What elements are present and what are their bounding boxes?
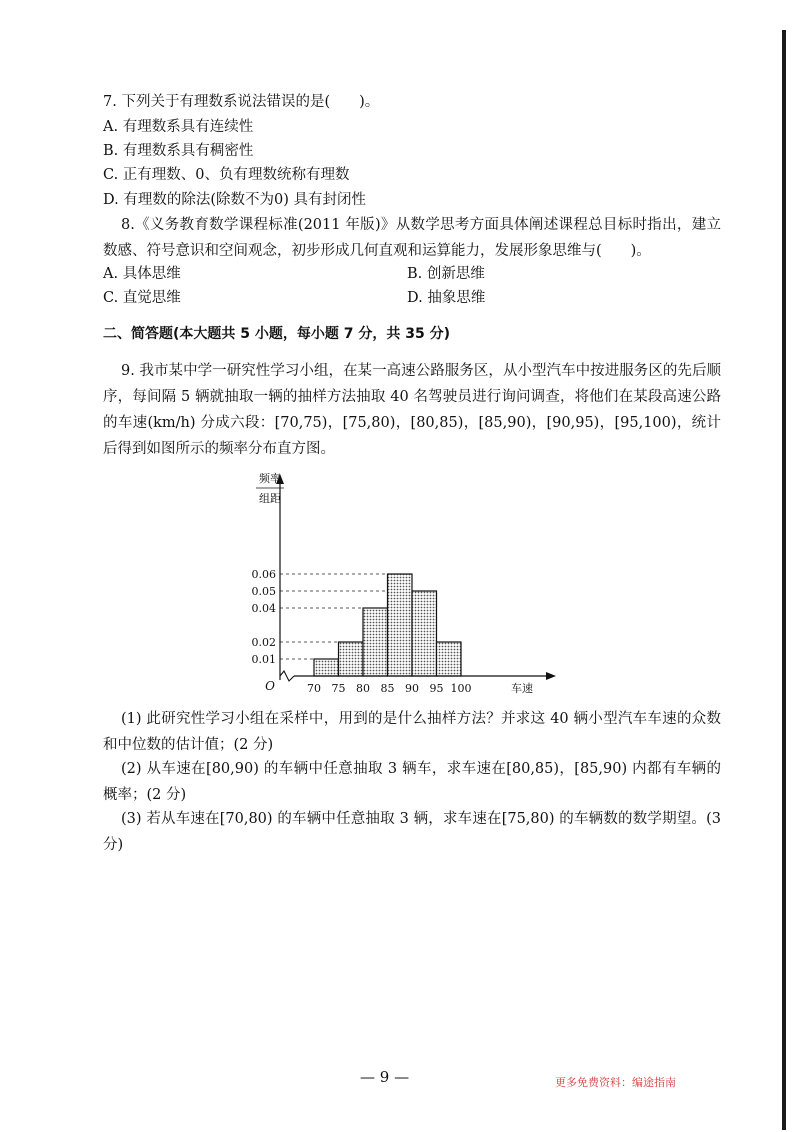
x-axis-arrow [546,672,556,680]
y-axis-label-bottom: 组距 [259,492,281,505]
q7-option-c: C. 正有理数、0、负有理数统称有理数 [103,167,350,183]
histogram-bar-70 [314,659,339,676]
q8-option-b: B. 创新思维 [407,266,485,282]
histogram-bar-80 [363,608,388,676]
axis-break-zigzag [280,671,294,681]
x-tick-label-85: 85 [380,682,395,695]
section-heading: 二、简答题(本大题共 5 小题，每小题 7 分，共 35 分) [103,326,451,342]
y-tick-label-0.06: 0.06 [251,568,276,581]
x-axis-label: 车速 [511,682,533,695]
frequency-histogram [240,468,570,698]
x-tick-label-75: 75 [331,682,346,695]
x-tick-label-70: 70 [307,682,321,695]
histogram-svg [240,468,570,698]
y-tick-label-0.04: 0.04 [251,602,276,615]
q8-option-c: C. 直觉思维 [103,290,181,306]
histogram-bar-75 [339,642,364,676]
histogram-bar-90 [412,591,437,676]
y-tick-label-0.05: 0.05 [251,585,276,598]
x-tick-label-80: 80 [356,682,370,695]
y-tick-label-0.02: 0.02 [251,636,276,649]
y-tick-label-0.01: 0.01 [251,653,276,666]
q8-option-a: A. 具体思维 [103,266,181,282]
q9-sub2: (2) 从车速在[80,90) 的车辆中任意抽取 3 辆车，求车速在[80,85)，[85,90) 内都有车辆的概率；(2 分) [103,761,721,803]
q7-stem: 7. 下列关于有理数系说法错误的是( )。 [103,94,380,110]
histogram-bar-95 [437,642,462,676]
q9-text: 9. 我市某中学一研究性学习小组，在某一高速公路服务区，从小型汽车中按进服务区的先后顺序，每间隔 5 辆就抽取一辆的抽样方法抽取 40 名驾驶员进行询问调查，将他们在某段高速公路的车速(km/h) 分成六段：[70,75)，[75,80)，[80,85)，[85,90)，[90,95)，[95,100)，统计后得到如图所示的频率分布直方图。 [103,363,721,457]
histogram-bar-85 [388,574,413,676]
q7-option-b: B. 有理数系具有稠密性 [103,143,254,159]
footer-note: 更多免费资料：编途指南 [555,1076,676,1089]
page-edge-line [782,30,786,1130]
q9-sub1: (1) 此研究性学习小组在采样中，用到的是什么抽样方法？并求这 40 辆小型汽车车速的众数和中位数的估计值；(2 分) [103,711,721,753]
x-tick-label-100: 100 [450,682,472,695]
y-axis-label-top: 频率 [259,472,281,485]
q7-option-a: A. 有理数系具有连续性 [103,119,254,135]
x-tick-label-95: 95 [429,682,444,695]
page-number: — 9 — [360,1068,410,1086]
q9-sub3: (3) 若从车速在[70,80) 的车辆中任意抽取 3 辆，求车速在[75,80) 的车辆数的数学期望。(3 分) [103,811,721,853]
x-tick-label-90: 90 [405,682,419,695]
q8-stem: 8.《义务教育数学课程标准(2011 年版)》从数学思考方面具体阐述课程总目标时指出，建立数感、符号意识和空间观念，初步形成几何直观和运算能力，发展形象思维与( )。 [103,217,721,259]
q7-option-d: D. 有理数的除法(除数不为0) 具有封闭性 [103,192,366,208]
origin-label: O [265,679,275,693]
q8-option-d: D. 抽象思维 [407,290,486,306]
